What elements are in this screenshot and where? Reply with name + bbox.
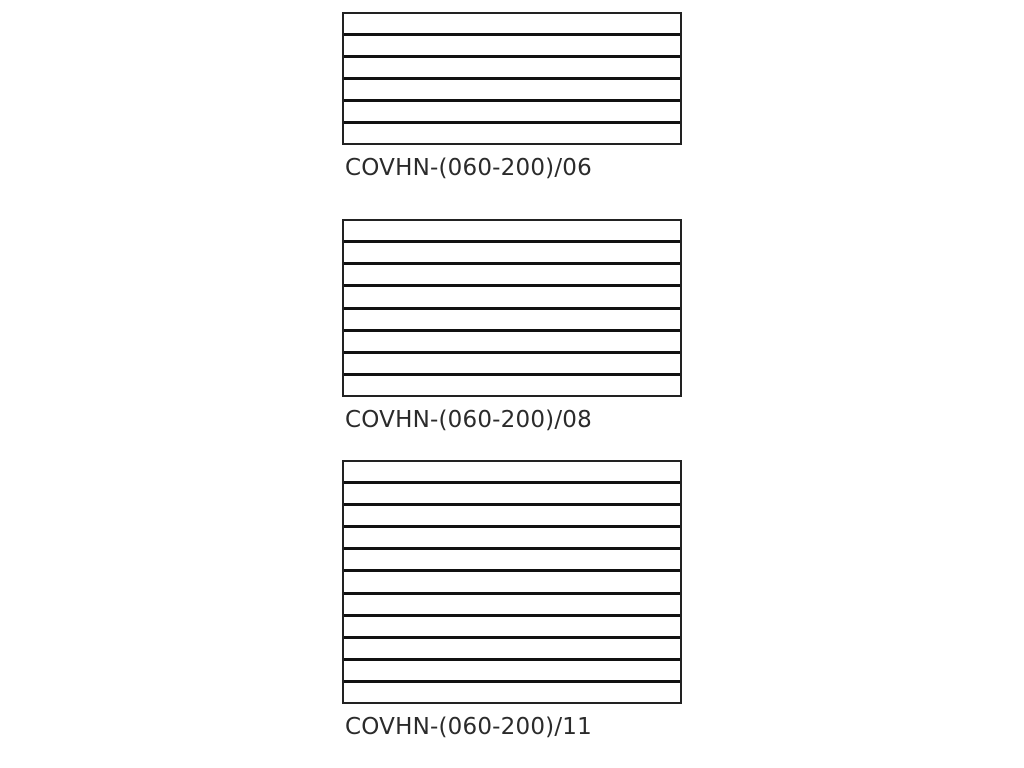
slat-panel-figure xyxy=(342,219,682,434)
slat xyxy=(344,351,680,373)
slat xyxy=(344,262,680,284)
slat xyxy=(344,614,680,636)
slat xyxy=(344,481,680,503)
slat xyxy=(344,503,680,525)
slat xyxy=(344,284,680,306)
panel-label: COVHN-(060-200)/11 xyxy=(345,714,592,740)
panel-label: COVHN-(060-200)/08 xyxy=(345,407,592,433)
slat-panel xyxy=(342,219,682,397)
slat-panel-figure xyxy=(342,12,682,182)
slat xyxy=(344,636,680,658)
slat xyxy=(344,525,680,547)
slat xyxy=(344,680,680,702)
slat xyxy=(344,99,680,121)
slat-panel xyxy=(342,12,682,145)
slat xyxy=(344,592,680,614)
slat-panel xyxy=(342,460,682,704)
slat xyxy=(344,462,680,481)
slat xyxy=(344,547,680,569)
panel-label: COVHN-(060-200)/06 xyxy=(345,155,592,181)
slat xyxy=(344,221,680,240)
slat xyxy=(344,14,680,33)
slat xyxy=(344,658,680,680)
slat xyxy=(344,569,680,591)
slat xyxy=(344,307,680,329)
slat-panel-figure xyxy=(342,460,682,741)
slat xyxy=(344,33,680,55)
slat xyxy=(344,373,680,395)
slat xyxy=(344,77,680,99)
slat xyxy=(344,121,680,143)
slat xyxy=(344,240,680,262)
slat xyxy=(344,329,680,351)
slat xyxy=(344,55,680,77)
